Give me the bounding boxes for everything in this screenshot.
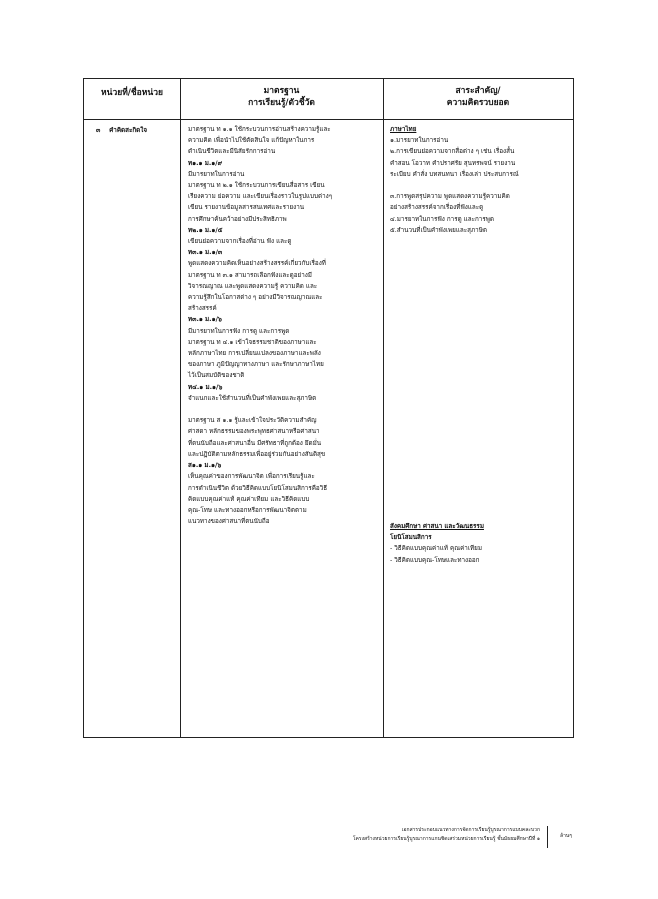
essence-line: ๒.การเขียนย่อความจากสื่อต่าง ๆ เช่น เรื่องสั้น (390, 148, 515, 156)
standard-line: เขียนย่อความจากเรื่องที่อ่าน ฟัง และดู (188, 238, 292, 246)
standard-line: ความคิด เพื่อนำไปใช้ตัดสินใจ แก้ปัญหาในการ (188, 137, 315, 145)
standard-line: ท๔.๑ ม.๑/๖ (188, 383, 223, 391)
standard-line: ท๓.๑ ม.๑/๓ (188, 249, 223, 257)
essence-social-line: สังคมศึกษา ศาสนา และวัฒนธรรม (390, 523, 484, 530)
header-standard-line1: มาตรฐาน (263, 86, 300, 96)
standard-line: ท๑.๑ ม.๑/๙ (188, 159, 223, 167)
standard-line: วิจารณญาณ และพูดแสดงความรู้ ความคิด และ (188, 282, 318, 290)
footer-divider (547, 826, 548, 848)
header-standard-line2: การเรียนรู้/ตัวชี้วัด (248, 98, 315, 108)
essence-line: ระเบียบ คำสั่ง บทสนทนา เรื่องเล่า ประสบการณ์ (390, 170, 519, 178)
standard-line (188, 404, 378, 415)
column-divider-1 (180, 79, 181, 737)
standard-line: เขียน รายงานข้อมูลสารสนเทศและรายงาน (188, 204, 305, 212)
standard-line: ศาสดา หลักธรรมของพระพุทธศาสนาหรือศาสนา (188, 428, 320, 436)
standard-line: ท๒.๑ ม.๑/๕ (188, 226, 223, 234)
header-essence-line1: สาระสำคัญ/ (455, 86, 501, 96)
standard-line: และปฏิบัติตามหลักธรรมเพื่ออยู่ร่วมกันอย่างสันติสุข (188, 450, 326, 458)
essence-line: คำสอน โอวาท คำปราศรัย สุนทรพจน์ รายงาน (390, 159, 516, 167)
header-essence (383, 85, 573, 109)
essence-line: ๔.มารยาทในการฟัง การดู และการพูด (390, 215, 494, 223)
standard-line: ดำเนินชีวิตและมีนิสัยรักการอ่าน (188, 148, 276, 156)
essence-line: อย่างสร้างสรรค์จากเรื่องที่ฟังและดู (390, 204, 484, 212)
standard-line: ท๓.๑ ม.๑/๖ (188, 316, 222, 324)
standard-line: จำแนกและใช้สำนวนที่เป็นคำพังเพยและสุภาษิต (188, 394, 317, 402)
essence-line: ๓.การพูดสรุปความ พูดแสดงความรู้ความคิด (390, 193, 510, 201)
standard-line: พูดแสดงความคิดเห็นอย่างสร้างสรรค์เกี่ยวกับเรื่องที่ (188, 260, 326, 268)
essence-line (390, 180, 572, 191)
standard-line: เห็นคุณค่าของการพัฒนาจิต เพื่อการเรียนรู้และ (188, 473, 315, 481)
standard-line: มาตรฐาน ท ๒.๑ ใช้กระบวนการเขียนสื่อสาร เขียน (188, 182, 325, 190)
unit-number: ๓ (96, 127, 101, 134)
essence-social-line: โยนิโสมนสิการ (390, 534, 432, 542)
standard-line: มีมารยาทในการฟัง การดู และการพูด (188, 327, 290, 335)
curriculum-table (83, 78, 574, 738)
header-unit (84, 87, 180, 99)
essence-social-cell (390, 521, 572, 566)
standard-line: มาตรฐาน ท ๓.๑ สามารถเลือกฟังและดูอย่างมี (188, 271, 312, 279)
unit-name: คำคิดสะกิดใจ (109, 127, 148, 134)
standard-line: ของภาษา ภูมิปัญญาทางภาษา และรักษาภาษาไทย (188, 361, 324, 369)
standard-line: คิดแบบคุณค่าแท้ คุณค่าเทียม และวิธีคิดแบบ (188, 495, 310, 503)
standard-line: มาตรฐาน ส ๑.๑ รู้และเข้าใจประวัติความสำคัญ (188, 417, 317, 425)
footer-line1: เอกสารประกอบแนวทางการจัดการเรียนรู้บูรณาการแบบคละบวก (401, 827, 540, 833)
header-essence-line2: ความคิดรวบยอด (446, 98, 510, 108)
standard-line: หลักภาษาไทย การเปลี่ยนแปลงของภาษาและพลัง (188, 350, 321, 358)
essence-line: ๕.สำนวนที่เป็นคำพังเพยและสุภาษิต (390, 226, 487, 234)
footer-line2: โครงสร้างหน่วยการเรียนรู้บูรณาการแกนชิดเสร่วมหน่วยการเรียนรู้ ชั้นมัธยมศึกษาปีที่ ๑ (352, 835, 540, 842)
header-unit-label: หน่วยที่/ชื่อหน่วย (101, 88, 163, 98)
unit-cell (96, 125, 147, 135)
essence-cell (390, 124, 572, 236)
standard-line: มาตรฐาน ท ๔.๑ เข้าใจธรรมชาติของภาษาและ (188, 338, 317, 346)
essence-social-line: - วิธีคิดแบบคุณค่าแท้ คุณค่าเทียม (390, 545, 482, 553)
page-number: ล้านๆ (560, 833, 572, 839)
standard-line: สร้างสรรค์ (188, 305, 217, 313)
standard-line: คุณ-โทษ และทางออกหรือการพัฒนาจิตตาม (188, 506, 307, 514)
standard-line: การศึกษาค้นคว้าอย่างมีประสิทธิภาพ (188, 215, 287, 223)
standards-cell (188, 124, 378, 527)
essence-line: ภาษาไทย (390, 126, 417, 133)
column-divider-2 (383, 79, 384, 737)
standard-line: ไว้เป็นสมบัติของชาติ (188, 372, 245, 380)
standard-line: การดำเนินชีวิต ด้วยวิธีคิดแบบโยนิโสมนสิการคือวิธี (188, 484, 328, 492)
header-standard (180, 85, 383, 109)
essence-line: ๑.มารยาทในการอ่าน (390, 137, 449, 145)
standard-line: มีมารยาทในการอ่าน (188, 170, 245, 178)
standard-line: ความรู้สึกในโอกาสต่าง ๆ อย่างมีวิจารณญาณและ (188, 294, 323, 302)
standard-line: ที่ตนนับถือและศาสนาอื่น มีศรัทธาที่ถูกต้อง ยึดมั่น (188, 439, 322, 447)
footer-text (353, 826, 540, 843)
header-row-divider (84, 119, 573, 120)
standard-line: ส๑.๑ ม.๑/๖ (188, 462, 222, 470)
essence-social-line: - วิธีคิดแบบคุณ-โทษและทางออก (390, 556, 480, 564)
standard-line: เรียงความ ย่อความ และเขียนเรื่องราวในรูปแบบต่างๆ (188, 193, 333, 201)
standard-line: แนวทางของศาสนาที่ตนนับถือ (188, 518, 270, 526)
standard-line: มาตรฐาน ท ๑.๑ ใช้กระบวนการอ่านสร้างความรู้และ (188, 126, 331, 133)
